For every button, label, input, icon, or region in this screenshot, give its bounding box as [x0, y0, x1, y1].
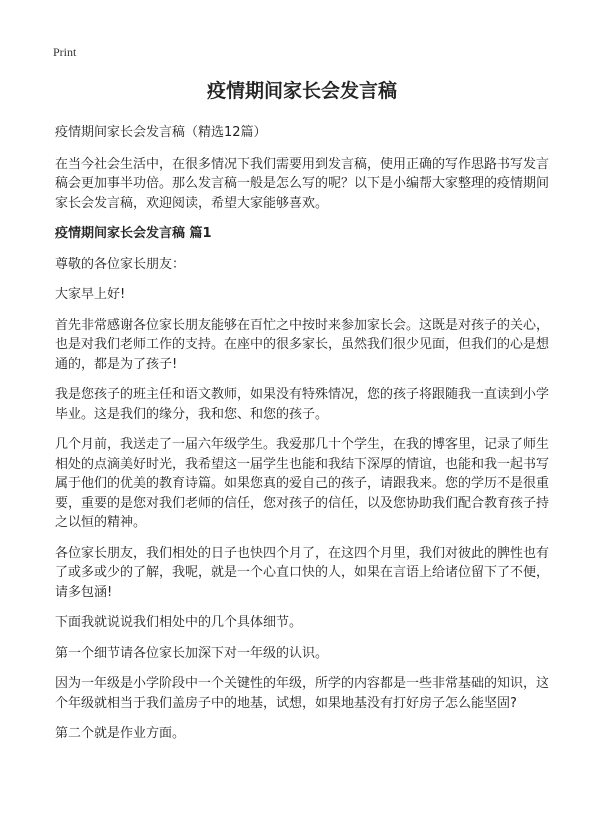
- body-paragraph: 首先非常感谢各位家长朋友能够在百忙之中按时来参加家长会。这既是对孩子的关心，也是对我们老师工作的支持。在座中的很多家长，虽然我们很少见面，但我们的心是想通的，都是为了孩子!: [55, 317, 550, 372]
- document-subtitle: 疫情期间家长会发言稿（精选12篇）: [55, 125, 267, 140]
- document-body: [55, 78, 549, 755]
- body-paragraph: 第二个就是作业方面。: [55, 726, 186, 741]
- body-paragraph: 第一个细节请各位家长加深下对一年级的认识。: [55, 645, 329, 661]
- greeting: 大家早上好!: [55, 287, 126, 302]
- body-paragraph: 各位家长朋友，我们相处的日子也快四个月了，在这四个月里，我们对彼此的脾性也有了或多或少的了解，我呢，就是一个心直口快的人，如果在言语上给诸位留下了不便，请多包涵!: [55, 545, 550, 600]
- intro-paragraph: 在当今社会生活中，在很多情况下我们需要用到发言稿，使用正确的写作思路书写发言稿会更加事半功倍。那么发言稿一般是怎么写的呢？以下是小编帮大家整理的疫情期间家长会发言稿，欢迎阅读，希望大家能够喜欢。: [55, 156, 550, 211]
- salutation: 尊敬的各位家长朋友：: [55, 256, 186, 272]
- body-paragraph: 下面我就说说我们相处中的几个具体细节。: [55, 615, 303, 630]
- document-title: 疫情期间家长会发言稿: [206, 80, 397, 102]
- body-paragraph: 因为一年级是小学阶段中一个关键性的年级，所学的内容都是一些非常基础的知识，这个年级就相当于我们盖房子中的地基，试想，如果地基没有打好房子怎么能坚固?: [55, 676, 550, 711]
- print-link[interactable]: Print: [53, 45, 77, 59]
- body-paragraph: 我是您孩子的班主任和语文教师，如果没有特殊情况，您的孩子将跟随我一直读到小学毕业。这是我们的缘分，我和您、和您的孩子。: [55, 387, 550, 422]
- body-paragraph: 几个月前，我送走了一届六年级学生。我爱那几十个学生，在我的博客里，记录了师生相处的点滴美好时光，我希望这一届学生也能和我结下深厚的情谊，也能和我一起书写属于他们的优美的教育诗篇。如果您真的爱自己的孩子，请跟我来。您的学历不是很重要，重要的是您对我们老师的信任，您对孩子的信任，以及您协助我们配合教育孩子持之以恒的精神。: [55, 437, 550, 530]
- section-heading: 疫情期间家长会发言稿 篇1: [55, 226, 212, 241]
